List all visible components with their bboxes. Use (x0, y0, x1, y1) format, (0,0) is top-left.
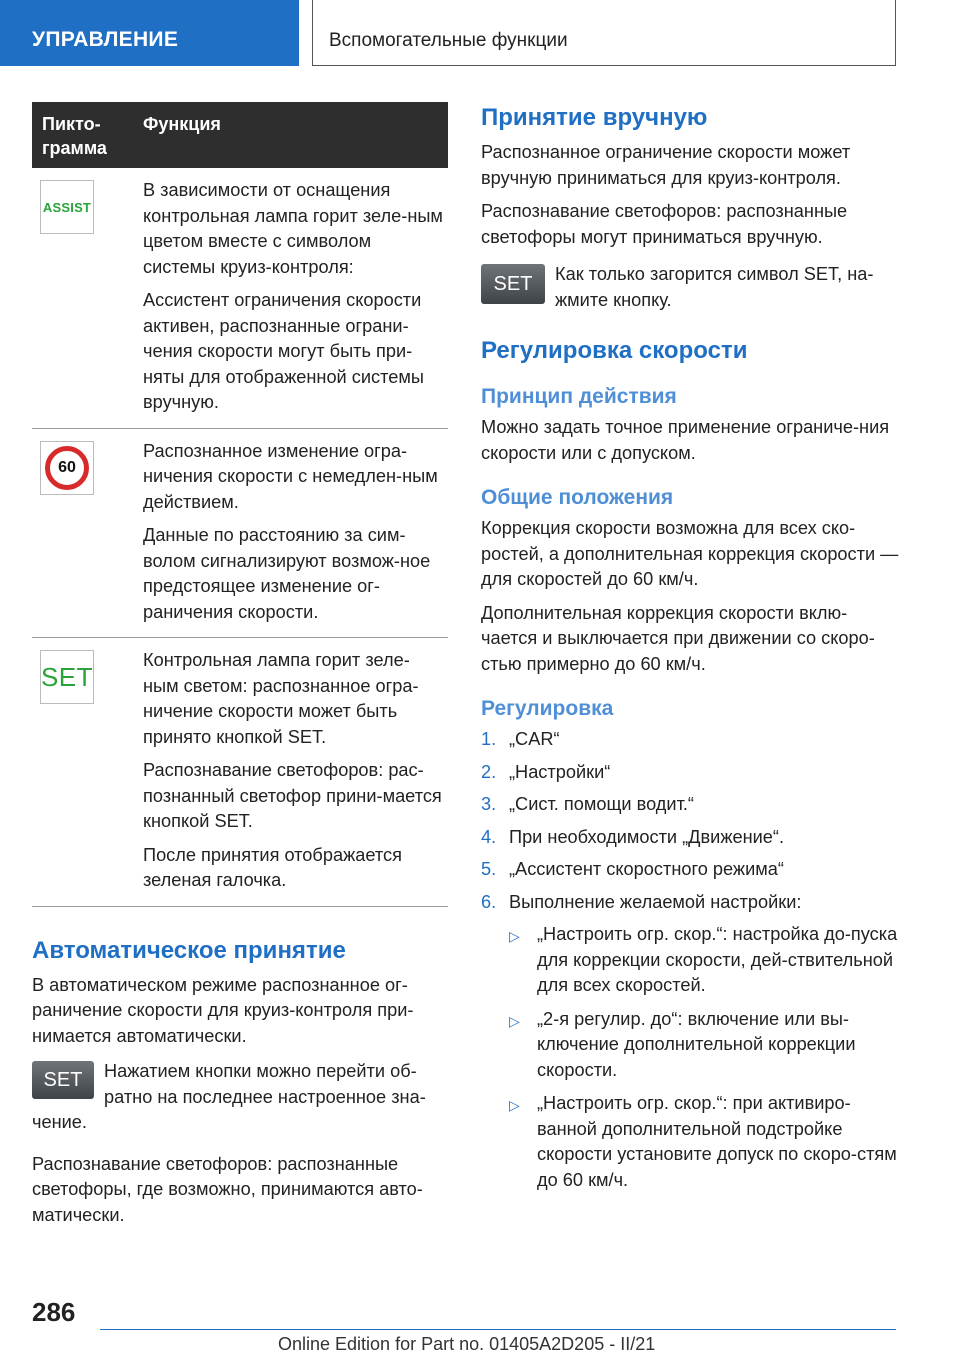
table-header (32, 102, 448, 168)
triangle-right-icon: ▷ (509, 1012, 520, 1029)
auto-traffic-text: Распознавание светофоров: распознанные светофоры, где возможно, принимаются авто-матически. (32, 1153, 423, 1225)
principle-text: Можно задать точное применение ограниче-ния скорости или с допуском. (481, 417, 890, 463)
right-column (481, 102, 899, 1201)
list-item: 6. Выполнение желаемой настройки: (481, 891, 802, 912)
sub-list-item: ▷ „Настроить огр. скор.“: настройка до-пуска для коррекции скорости, дей-ствительной для всех скоростей. (509, 922, 899, 999)
triangle-right-icon: ▷ (509, 928, 520, 944)
regulation-title: Регулировка скорости (481, 337, 748, 364)
assist-icon: ASSIST (40, 180, 94, 234)
row-text: Распознавание светофоров: рас-познанный светофор прини-мается кнопкой SET. (143, 760, 442, 831)
general-text: Дополнительная коррекция скорости вклю-чается и выключается при движении со скоро-стью примерно до 60 км/ч. (481, 602, 875, 674)
auto-set-text: Нажатием кнопки можно перейти об-ратно на последнее настроенное зна-чение. (32, 1061, 426, 1132)
left-column (32, 102, 448, 1236)
footer-edition: Online Edition for Part no. 01405A2D205 - II/21 (278, 1334, 656, 1354)
general-title: Общие положения (481, 486, 674, 509)
principle-title: Принцип действия (481, 385, 677, 408)
sub-list-item: ▷ „Настроить огр. скор.“: при активиро-ванной дополнительной подстройке скорости установите допуск по скоро-стям до 60 км/ч. (509, 1091, 899, 1193)
row-text: Контрольная лампа горит зеле-ным светом: распознанное огра-ничение скорости может быть принято кнопкой SET. (143, 650, 419, 747)
set-green-icon: SET (40, 650, 94, 704)
list-item: 4. При необходимости „Движение“. (481, 826, 785, 847)
adjust-title: Регулировка (481, 697, 614, 720)
row-text: В зависимости от оснащения контрольная лампа горит зеле-ным цветом вместе с символом системы круиз-контроля: (143, 180, 443, 277)
table-row (32, 168, 448, 429)
speed-limit-60-icon: 60 (40, 441, 94, 495)
page-number: 286 (32, 1297, 76, 1327)
row-text: После принятия отображается зеленая галочка. (143, 844, 402, 890)
list-item: 3. „Сист. помощи водит.“ (481, 794, 694, 814)
footer-divider (100, 1329, 896, 1330)
row-text: Ассистент ограничения скорости активен, распознанные ограни-чения скорости могут быть при-няты для отображенной системы вручную. (143, 290, 424, 412)
list-item: 1. „CAR“ (481, 729, 560, 749)
set-button-icon: SET (481, 264, 545, 304)
table-header-function: Функция (143, 114, 221, 134)
section-title: УПРАВЛЕНИЕ (32, 28, 179, 51)
auto-text: В автоматическом режиме распознанное ог-раничение скорости для круиз-контроля при-нимается автоматически. (32, 974, 414, 1046)
section-tab[interactable] (0, 0, 299, 66)
chapter-header (312, 0, 896, 66)
row-text: Данные по расстоянию за сим-волом сигнализируют возмож-ное предстоящее изменение ог-раничения скорости. (143, 525, 431, 622)
table-row (32, 638, 448, 907)
general-text: Коррекция скорости возможна для всех ско-ростей, а дополнительная коррекция скорости — для скоростей до 60 км/ч. (481, 518, 899, 589)
manual-title: Принятие вручную (481, 104, 708, 131)
auto-title: Автоматическое принятие (32, 936, 346, 964)
table-row (32, 429, 448, 639)
manual-traffic-text: Распознавание светофоров: распознанные светофоры могут приниматься вручную. (481, 201, 848, 247)
manual-text: Распознанное ограничение скорости может вручную приниматься для круиз-контроля. (481, 142, 851, 188)
list-item: 5. „Ассистент скоростного режима“ (481, 859, 784, 879)
chapter-title: Вспомогательные функции (329, 30, 568, 51)
set-button-icon: SET (32, 1061, 94, 1099)
row-text: Распознанное изменение огра-ничения скорости с немедлен-ным действием. (143, 440, 438, 512)
triangle-right-icon: ▷ (509, 1097, 520, 1113)
list-item: 2. „Настройки“ (481, 761, 611, 782)
sub-list-item: ▷ „2-я регулир. до“: включение или вы-ключение дополнительной коррекции скорости. (509, 1007, 899, 1084)
table-header-pictogram: Пикто- грамма (42, 114, 107, 158)
manual-set-text: Как только загорится символ SET, на-жмите кнопку. (555, 264, 874, 310)
